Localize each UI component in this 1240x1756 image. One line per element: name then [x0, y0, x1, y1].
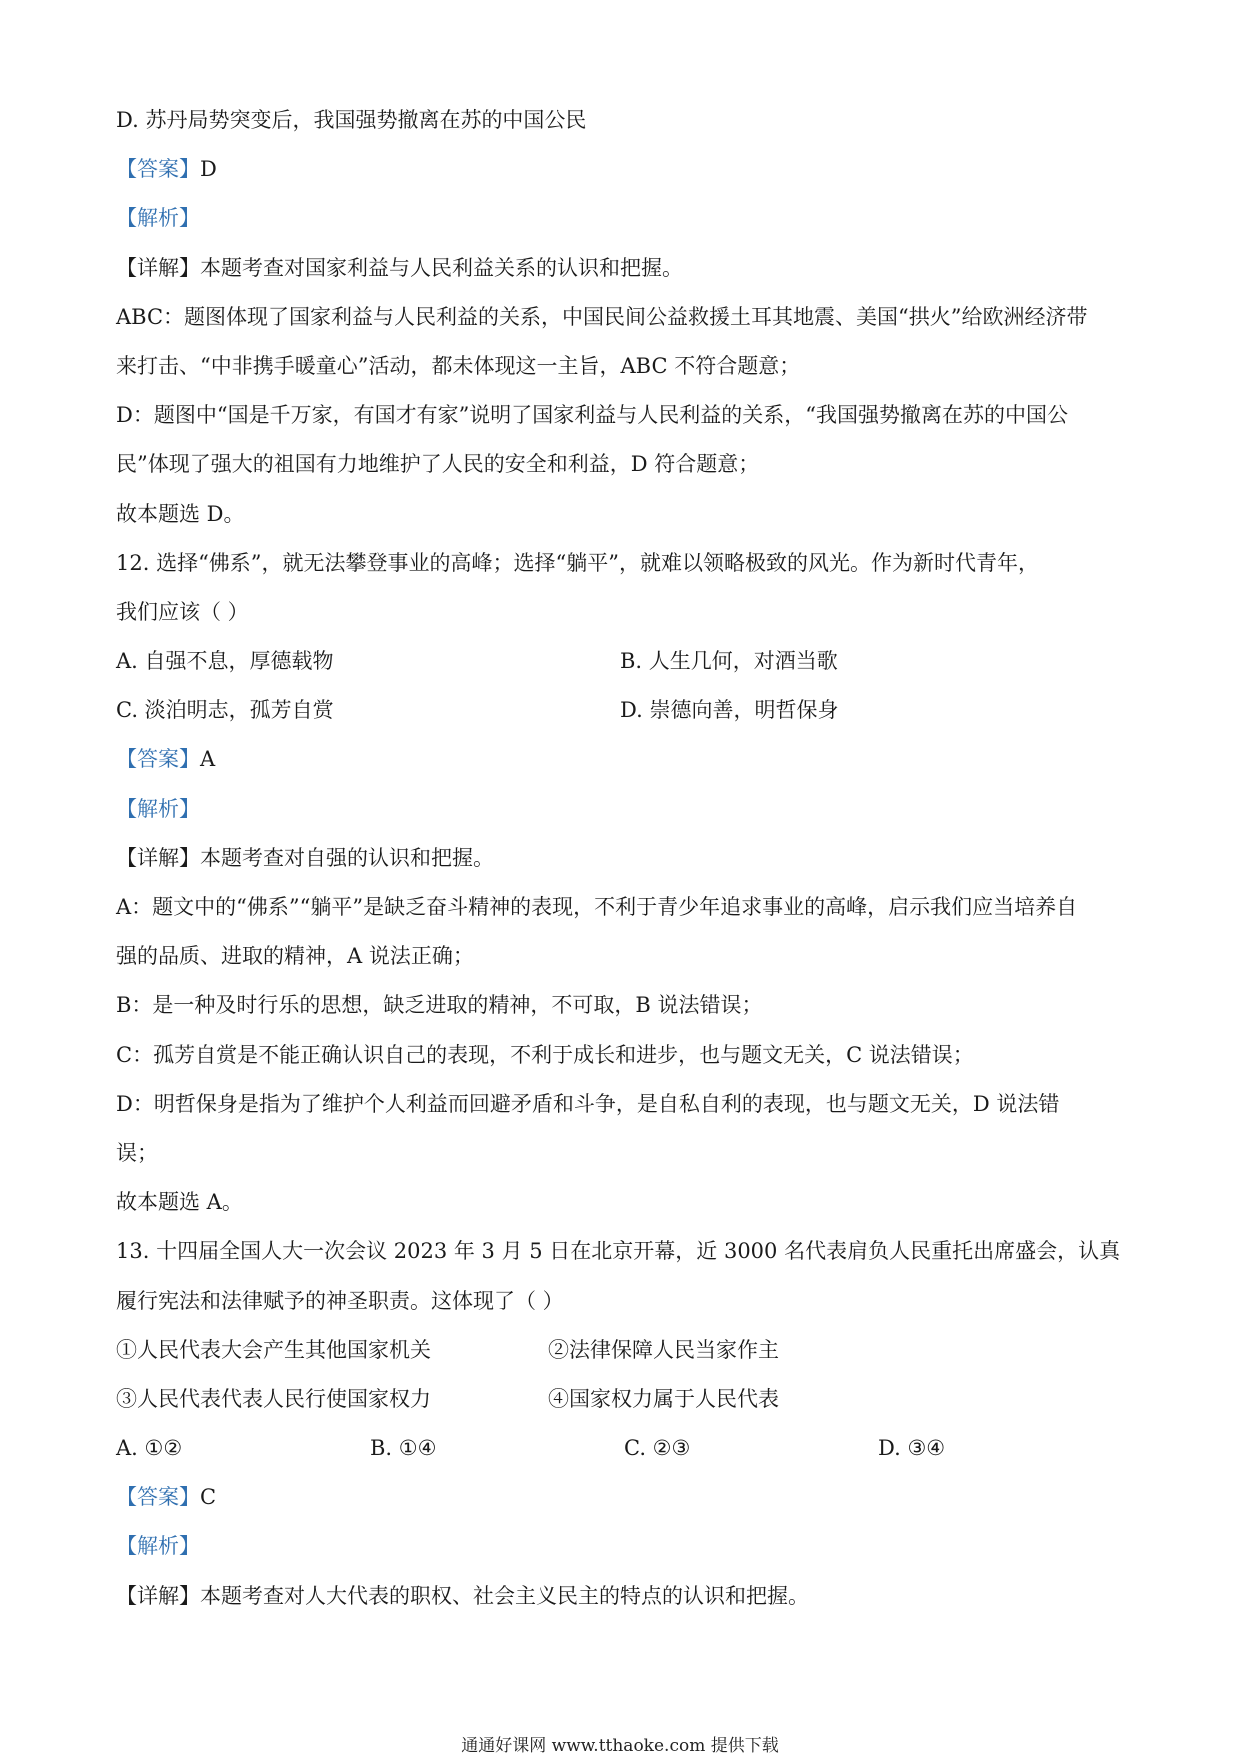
q13-stem: 履行宪法和法律赋予的神圣职责。这体现了（ ）: [116, 1288, 564, 1313]
q13-answer: 【答案】C: [116, 1485, 217, 1510]
q12-explanation-line: D：明哲保身是指为了维护个人利益而回避矛盾和斗争，是自私自利的表现，也与题文无关，D 说法错: [116, 1091, 1060, 1116]
page-footer: 通通好课网 www.tthaoke.com 提供下载: [461, 1736, 779, 1756]
q11-explanation-line: 民”体现了强大的祖国有力地维护了人民的安全和利益，D 符合题意；: [116, 452, 760, 477]
q11-option-d: D. 苏丹局势突变后，我国强势撤离在苏的中国公民: [116, 108, 587, 132]
q13-analysis-label: 【解析】: [116, 1534, 200, 1559]
q13-statement-2: ②法律保障人民当家作主: [548, 1337, 779, 1362]
q12-option-d: D. 崇德向善，明哲保身: [620, 698, 839, 723]
q12-detail: 【详解】本题考查对自强的认识和把握。: [116, 845, 494, 870]
q13-statement-1: ①人民代表大会产生其他国家机关: [116, 1337, 431, 1362]
q12-stem: 我们应该（ ）: [116, 599, 249, 624]
q11-explanation-line: D：题图中“国是千万家，有国才有家”说明了国家利益与人民利益的关系，“我国强势撤离在苏的中国公: [116, 403, 1069, 428]
q11-explanation-line: 来打击、“中非携手暖童心”活动，都未体现这一主旨，ABC 不符合题意；: [116, 353, 801, 378]
q13-statement-3: ③人民代表代表人民行使国家权力: [116, 1386, 431, 1411]
q12-analysis-label: 【解析】: [116, 796, 200, 821]
q13-options-row: [116, 1424, 1126, 1473]
q12-option-a: A. 自强不息，厚德载物: [116, 649, 334, 674]
q13-option-b: B. ①④: [370, 1436, 437, 1461]
q13-option-c: C. ②③: [624, 1436, 691, 1461]
q13-statements-row: [116, 1326, 1126, 1375]
q13-statements-row: [116, 1375, 1126, 1424]
q11-answer: [116, 145, 1126, 194]
answer-label: 【答案】: [116, 157, 200, 182]
q11-explanation-line: ABC：题图体现了国家利益与人民利益的关系，中国民间公益救援土耳其地震、美国“拱火”给欧洲经济带: [116, 304, 1088, 329]
document-page: [116, 96, 1126, 1621]
q12-explanation-line: 误；: [116, 1140, 158, 1165]
q13-option-a: A. ①②: [116, 1436, 183, 1461]
answer-value: D: [200, 157, 217, 182]
q12-explanation-line: C：孤芳自赏是不能正确认识自己的表现，不利于成长和进步，也与题文无关，C 说法错误；: [116, 1042, 974, 1067]
q12-options-row: [116, 686, 1126, 735]
q11-conclusion: 故本题选 D。: [116, 501, 245, 526]
q11-detail: 【详解】本题考查对国家利益与人民利益关系的认识和把握。: [116, 255, 683, 280]
q12-options-row: [116, 637, 1126, 686]
q12-stem: 12. 选择“佛系”，就无法攀登事业的高峰；选择“躺平”，就难以领略极致的风光。作为新时代青年，: [116, 550, 1040, 575]
q12-conclusion: 故本题选 A。: [116, 1190, 243, 1215]
q12-option-c: C. 淡泊明志，孤芳自赏: [116, 698, 334, 723]
q11-analysis-label: 【解析】: [116, 206, 200, 231]
q13-option-d: D. ③④: [878, 1436, 946, 1461]
q13-statement-4: ④国家权力属于人民代表: [548, 1386, 779, 1411]
q12-answer: 【答案】A: [116, 747, 216, 772]
q13-stem: 13. 十四届全国人大一次会议 2023 年 3 月 5 日在北京开幕，近 3000 名代表肩负人民重托出席盛会，认真: [116, 1239, 1121, 1264]
q12-option-b: B. 人生几何，对酒当歌: [620, 649, 838, 674]
q12-explanation-line: B：是一种及时行乐的思想，缺乏进取的精神，不可取，B 说法错误；: [116, 993, 763, 1018]
q13-detail: 【详解】本题考查对人大代表的职权、社会主义民主的特点的认识和把握。: [116, 1583, 809, 1608]
q12-explanation-line: A：题文中的“佛系”“躺平”是缺乏奋斗精神的表现，不利于青少年追求事业的高峰，启示我们应当培养自: [116, 895, 1078, 919]
q12-explanation-line: 强的品质、进取的精神，A 说法正确；: [116, 944, 474, 969]
